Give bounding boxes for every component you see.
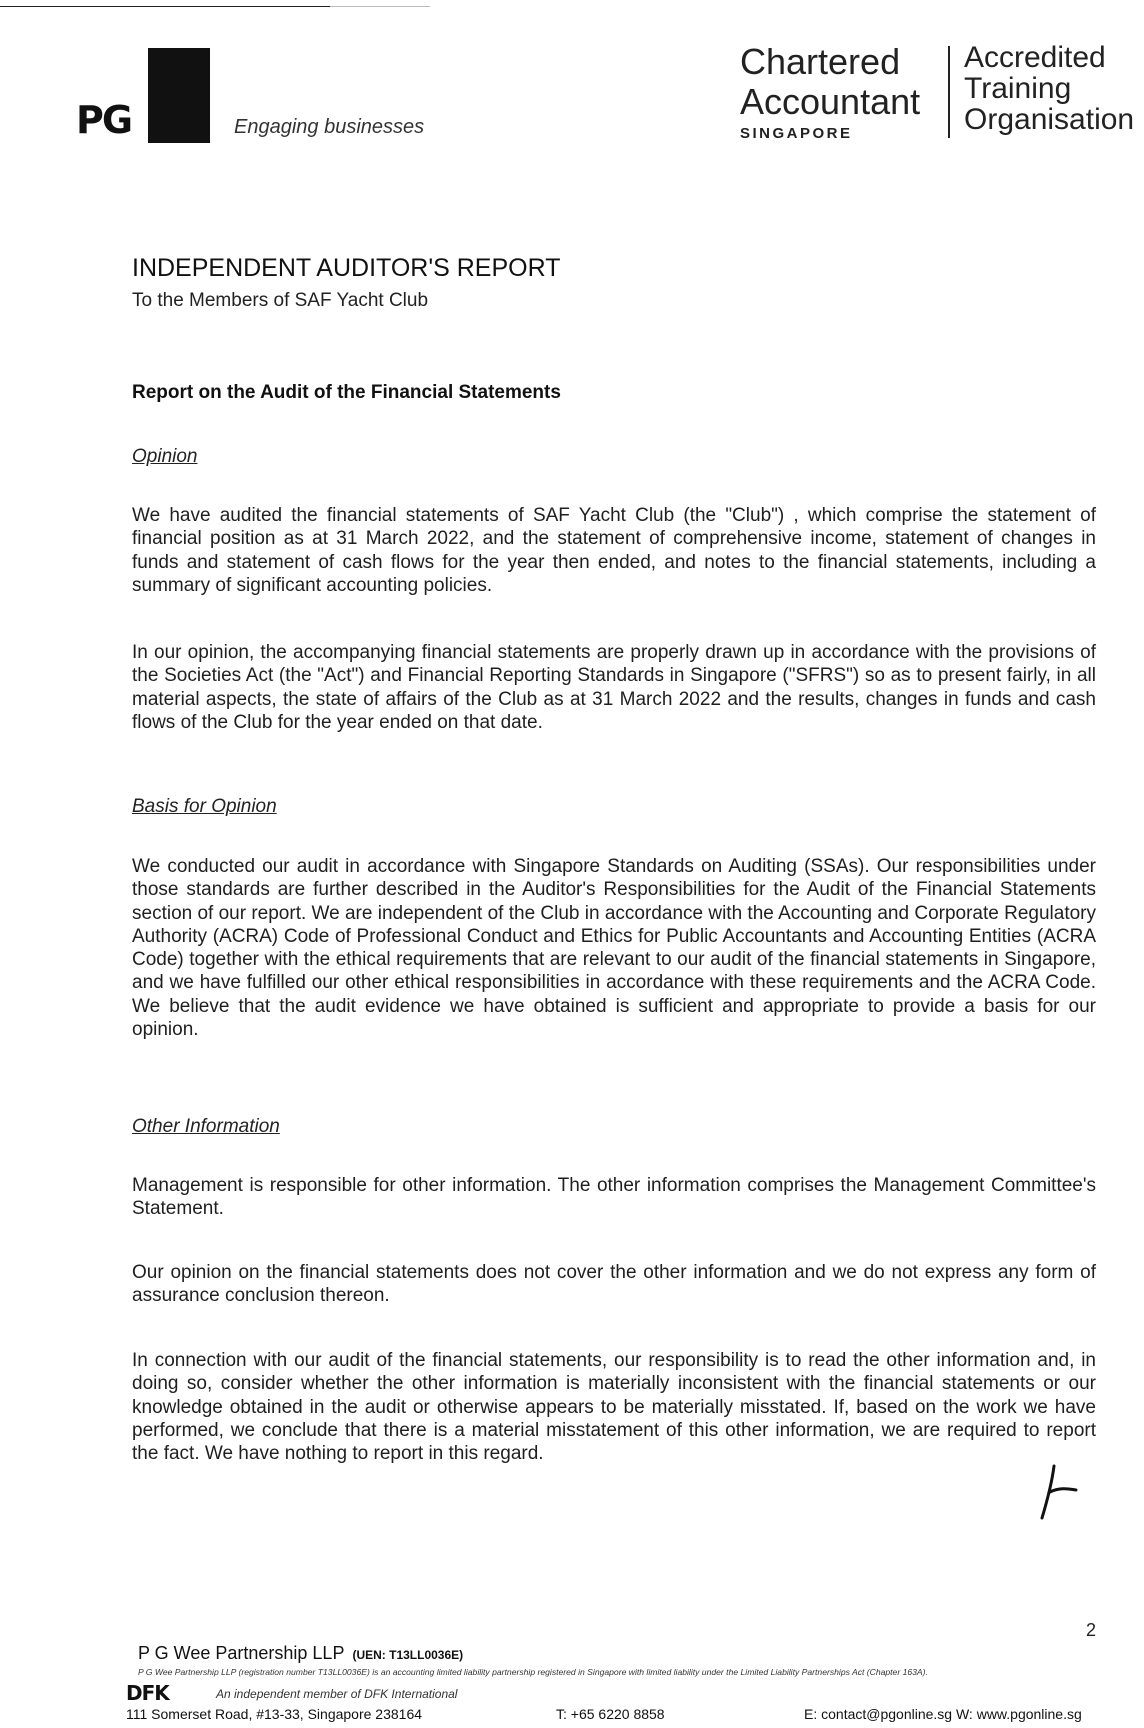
initials-signature: [1032, 1462, 1080, 1522]
tagline: Engaging businesses: [234, 116, 425, 138]
page-number: 2: [1086, 1620, 1097, 1640]
ca-line2: Accountant: [740, 81, 921, 122]
ca-line1: Chartered: [740, 41, 901, 82]
basis-paragraph: We conducted our audit in accordance with Singapore Standards on Auditing (SSAs). Our responsibilities under those standards are further described in the Auditor's Responsibilities for the Audit of the Financial Statements section of our report. We are independent of the Club in accordance with the Accounting and Corporate Regulatory Authority (ACRA) Code of Professional Conduct and Ethics for Public Accountants and Accounting Entities (ACRA Code) together with the ethical requirements that are relevant to our audit of the financial statements in Singapore, and we have fulfilled our other ethical responsibilities in accordance with these requirements and the ACRA Code. We believe that the audit evidence we have obtained is sufficient and appropriate to provide a basis for our opinion.: [132, 856, 1096, 1041]
header-divider: [948, 46, 950, 138]
chartered-accountant-mark: [740, 41, 921, 142]
ato-line3: Organisation: [964, 103, 1135, 136]
firm-fine-print: P G Wee Partnership LLP (registration number T13LL0036E) is an accounting limited liability partnership registered in Singapore with limited liability under the Limited Liability Partnerships Act (Chapter 163A).: [138, 1667, 928, 1677]
section-heading: Report on the Audit of the Financial Statements: [132, 382, 561, 403]
top-rule-faint: [330, 6, 430, 7]
ca-line3: SINGAPORE: [740, 125, 853, 142]
opinion-heading: Opinion: [132, 446, 198, 467]
dfk-logo: DFK: [126, 1681, 169, 1705]
basis-heading: Basis for Opinion: [132, 796, 277, 817]
pg-logo-block: [148, 48, 210, 143]
report-subtitle: To the Members of SAF Yacht Club: [132, 290, 429, 311]
office-contact: E: contact@pgonline.sg W: www.pgonline.sg: [804, 1706, 1082, 1722]
firm-name: P G Wee Partnership LLP: [138, 1643, 345, 1663]
opinion-paragraph-1: We have audited the financial statements of SAF Yacht Club (the "Club") , which comprise the statement of financial position as at 31 March 2022, and the statement of comprehensive income, statement of changes in funds and statement of cash flows for the year then ended, and notes to the financial statements, including a summary of significant accounting policies.: [132, 505, 1096, 596]
firm-uen: (UEN: T13LL0036E): [352, 1648, 464, 1662]
office-address: 111 Somerset Road, #13-33, Singapore 238164: [126, 1706, 423, 1722]
dfk-note: An independent member of DFK International: [216, 1687, 458, 1701]
ato-line2: Training: [964, 72, 1072, 105]
other-paragraph-3: In connection with our audit of the financial statements, our responsibility is to read the other information and, in doing so, consider whether the other information is materially inconsistent with the financial statements or our knowledge obtained in the audit or otherwise appears to be materially misstated. If, based on the work we have performed, we conclude that there is a material misstatement of this other information, we are required to report the fact. We have nothing to report in this regard.: [132, 1350, 1096, 1465]
top-rule: [0, 6, 330, 7]
ato-line1: Accredited: [964, 41, 1106, 74]
office-phone: T: +65 6220 8858: [556, 1706, 665, 1722]
other-paragraph-1: Management is responsible for other information. The other information comprises the Management Committee's Statement.: [132, 1175, 1096, 1220]
firm-name-line: [138, 1643, 463, 1664]
report-title: INDEPENDENT AUDITOR'S REPORT: [132, 254, 561, 282]
pg-logo-text: PG: [76, 98, 132, 142]
accredited-training-mark: [964, 42, 1134, 135]
other-paragraph-2: Our opinion on the financial statements does not cover the other information and we do not express any form of assurance conclusion thereon.: [132, 1262, 1096, 1307]
opinion-paragraph-2: In our opinion, the accompanying financial statements are properly drawn up in accordance with the provisions of the Societies Act (the "Act") and Financial Reporting Standards in Singapore ("SFRS") so as to present fairly, in all material aspects, the state of affairs of the Club as at 31 March 2022 and the results, changes in funds and cash flows of the Club for the year ended on that date.: [132, 642, 1096, 733]
other-information-heading: Other Information: [132, 1116, 280, 1137]
